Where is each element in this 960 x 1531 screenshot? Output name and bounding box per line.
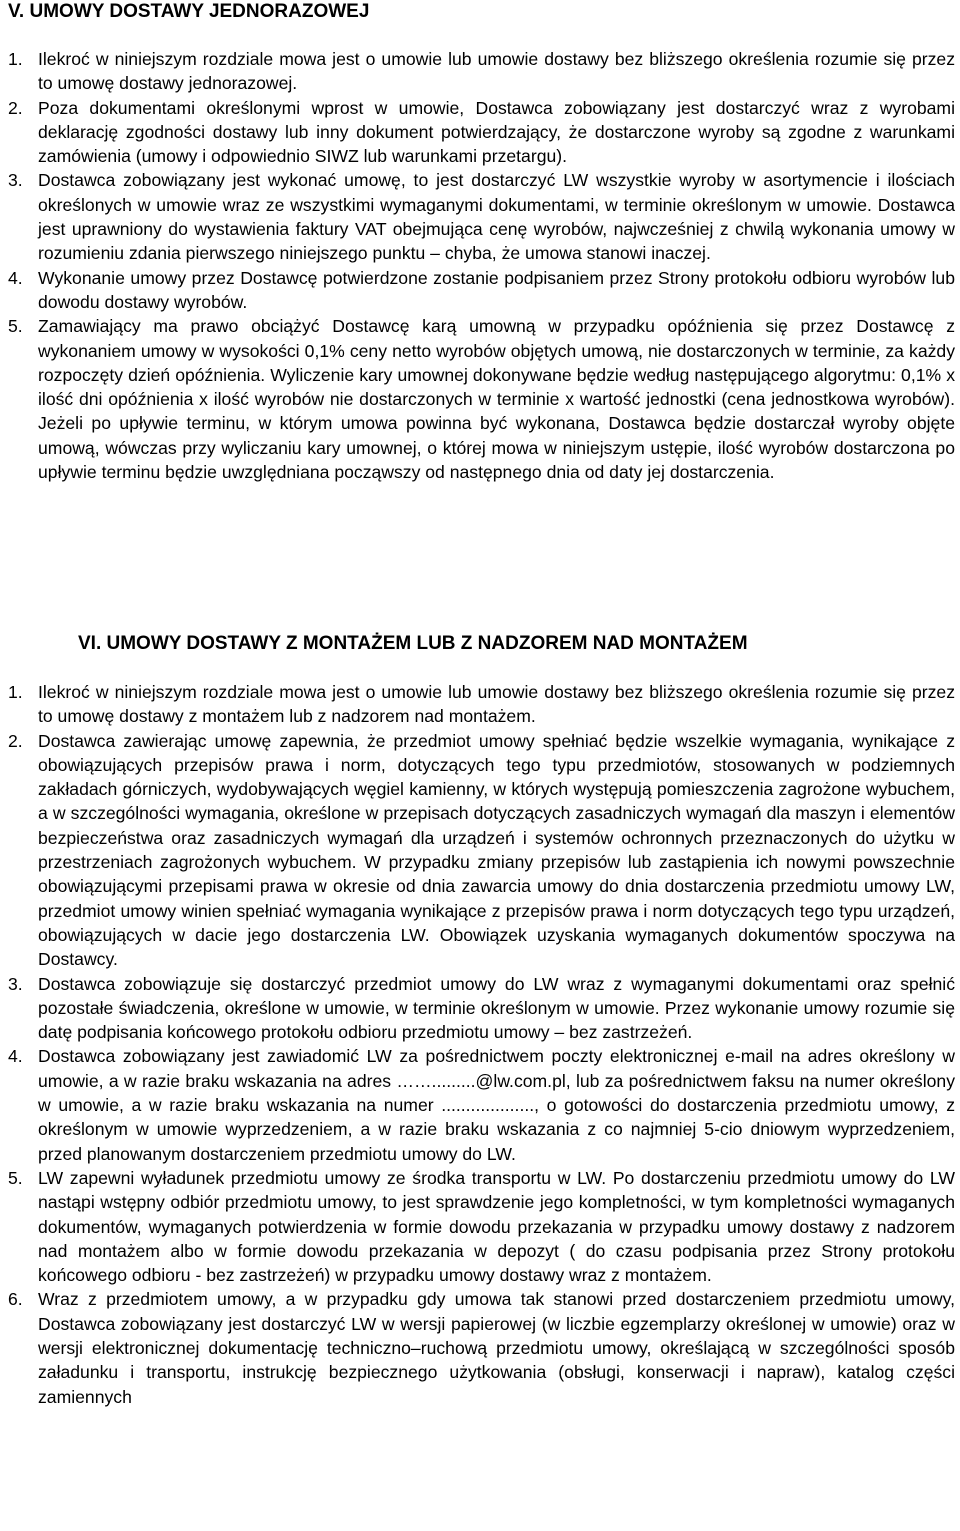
item-text: Ilekroć w niniejszym rozdziale mowa jest o umowie lub umowie dostawy bez bliższego określenia rozumie się przez to umowę dostawy jednorazowej.: [38, 49, 955, 94]
list-item: [0, 1166, 955, 1287]
list-item: [0, 680, 955, 729]
item-text: Ilekroć w niniejszym rozdziale mowa jest o umowie lub umowie dostawy bez bliższego określenia rozumie się przez to umowę dostawy z montażem lub z nadzorem nad montażem.: [38, 682, 955, 727]
item-text: Dostawca zobowiązany jest wykonać umowę, to jest dostarczyć LW wszystkie wyroby w asortymencie i ilościach określonych w umowie wraz ze wszystkimi wymaganymi dokumentami, w terminie określonym w umowie. Dostawca jest uprawniony do wystawienia faktury VAT obejmująca cenę wyrobów, najwcześniej z chwilą wykonania umowy w rozumieniu zdania pierwszego niniejszego punktu – chyba, że umowa stanowi inaczej.: [38, 170, 955, 264]
list-item: [0, 266, 955, 315]
list-item: [0, 1044, 955, 1165]
item-text: Wraz z przedmiotem umowy, a w przypadku gdy umowa tak stanowi przed dostarczeniem przedmiotu umowy, Dostawca zobowiązany jest dostarczyć LW w wersji papierowej (w liczbie egzemplarzy określonej w umowie) oraz w wersji elektronicznej dokumentację techniczno–ruchową przedmiotu umowy, określającą w szczególności sposób załadunku i transportu, instrukcję bezpiecznego użytkowania (obsługi, konserwacji i napraw), katalog części zamiennych: [38, 1289, 955, 1407]
item-text: Poza dokumentami określonymi wprost w umowie, Dostawca zobowiązany jest dostarczyć wraz z wyrobami deklarację zgodności dostawy lub inny dokument potwierdzający, że dostarczone wyroby są zgodne z warunkami zamówienia (umowy i odpowiednio SIWZ lub warunkami przetargu).: [38, 97, 955, 167]
item-text: Wykonanie umowy przez Dostawcę potwierdzone zostanie podpisaniem przez Strony protokołu odbioru wyrobów lub dowodu dostawy wyrobów.: [38, 267, 955, 312]
item-number: 2.: [8, 97, 23, 118]
item-number: 3.: [8, 973, 23, 994]
section-5-list: [0, 47, 955, 484]
item-number: 1.: [8, 49, 23, 69]
section-5-title: V. UMOWY DOSTAWY JEDNORAZOWEJ: [8, 1, 370, 22]
item-text: Dostawca zobowiązuje się dostarczyć przedmiot umowy do LW wraz z wymaganymi dokumentami oraz spełnić pozostałe świadczenia, określone w umowie, w terminie określonym w umowie. Przez wykonanie umowy rozumie się datę podpisania końcowego protokołu odbioru przedmiotu umowy – bez zastrzeżeń.: [38, 973, 955, 1043]
item-number: 4.: [8, 267, 23, 288]
item-number: 2.: [8, 730, 23, 751]
item-number: 4.: [8, 1046, 23, 1067]
item-text: Dostawca zawierając umowę zapewnia, że przedmiot umowy spełniać będzie wszelkie wymagania, wynikające z obowiązujących przepisów prawa i norm, dotyczących tego typu przedmiotów, stosowanych w podziemnych zakładach górniczych, wydobywających węgiel kamienny, w których występują pomieszczenia zagrożone wybuchem, a w szczególności wymagania, określone w przepisach dotyczących zasadniczych wymagań dla maszyn i elementów bezpieczeństwa oraz zasadniczych wymagań dla urządzeń i systemów ochronnych przeznaczonych do użytku w przestrzeniach zagrożonych wybuchem. W przypadku zmiany przepisów lub zastąpienia ich nowymi powszechnie obowiązującymi przepisami prawa w okresie od dnia zawarcia umowy do dnia dostarczenia przedmiotu umowy LW, przedmiot umowy winien spełniać wymagania wynikające z przepisów prawa i norm dotyczących tego typu urządzeń, obowiązujących w dacie jego dostarczenia LW. Obowiązek uzyskania wymaganych dokumentów spoczywa na Dostawcy.: [38, 730, 955, 970]
list-item: [0, 1287, 955, 1408]
item-text: Dostawca zobowiązany jest zawiadomić LW za pośrednictwem poczty elektronicznej e-mail na adres określony w umowie, a w razie braku wskazania na adres …….........@lw.com.pl, lub za pośrednictwem faksu na numer określony w umowie, a w razie braku wskazania na numer ..................., o gotowości do dostarczenia przedmiotu umowy, z określonym w umowie wyprzedzeniem, a w razie braku wskazania z co najmniej 5-cio dniowym wyprzedzeniem, przed planowanym dostarczeniem przedmiotu umowy do LW.: [38, 1046, 955, 1164]
item-number: 5.: [8, 316, 23, 337]
item-number: 1.: [8, 682, 23, 702]
item-number: 5.: [8, 1167, 23, 1188]
section-6-title: VI. UMOWY DOSTAWY Z MONTAŻEM LUB Z NADZOREM NAD MONTAŻEM: [78, 633, 748, 654]
item-number: 6.: [8, 1289, 23, 1310]
list-item: [0, 972, 955, 1045]
item-text: LW zapewni wyładunek przedmiotu umowy ze środka transportu w LW. Po dostarczeniu przedmiotu umowy do LW nastąpi wstępny odbiór przedmiotu umowy, to jest sprawdzenie jego kompletności, w tym kompletności wymaganych dokumentów, wymaganych potwierdzenia w formie dowodu przekazania w przypadku umowy dostawy z nadzorem nad montażem albo w formie dowodu przekazania w depozyt ( do czasu podpisania przez Strony protokołu końcowego odbioru - bez zastrzeżeń) w przypadku umowy dostawy wraz z montażem.: [38, 1167, 955, 1286]
list-item: [0, 96, 955, 169]
list-item: [0, 729, 955, 972]
list-item: [0, 47, 955, 96]
list-item: [0, 314, 955, 484]
list-item: [0, 168, 955, 265]
item-text: Zamawiający ma prawo obciążyć Dostawcę karą umowną w przypadku opóźnienia się przez Dostawcę z wykonaniem umowy w wysokości 0,1% ceny netto wyrobów objętych umową, nie dostarczonych w terminie, za każdy rozpoczęty dzień opóźnienia. Wyliczenie kary umownej dokonywane będzie według następującego algorytmu: 0,1% x ilość dni opóźnienia x ilość wyrobów nie dostarczonych w terminie x wartość jednostki (cena jednostkowa wyrobów). Jeżeli po upływie terminu, w którym umowa powinna być wykonana, Dostawca będzie dostarczał wyroby objęte umową, wówczas przy wyliczaniu kary umownej, o której mowa w niniejszym ustępie, ilość wyrobów dostarczona po upływie terminu będzie uwzględniana począwszy od następnego dnia od daty jej dostarczenia.: [38, 316, 955, 483]
item-number: 3.: [8, 170, 23, 191]
section-6-list: [0, 680, 955, 1409]
